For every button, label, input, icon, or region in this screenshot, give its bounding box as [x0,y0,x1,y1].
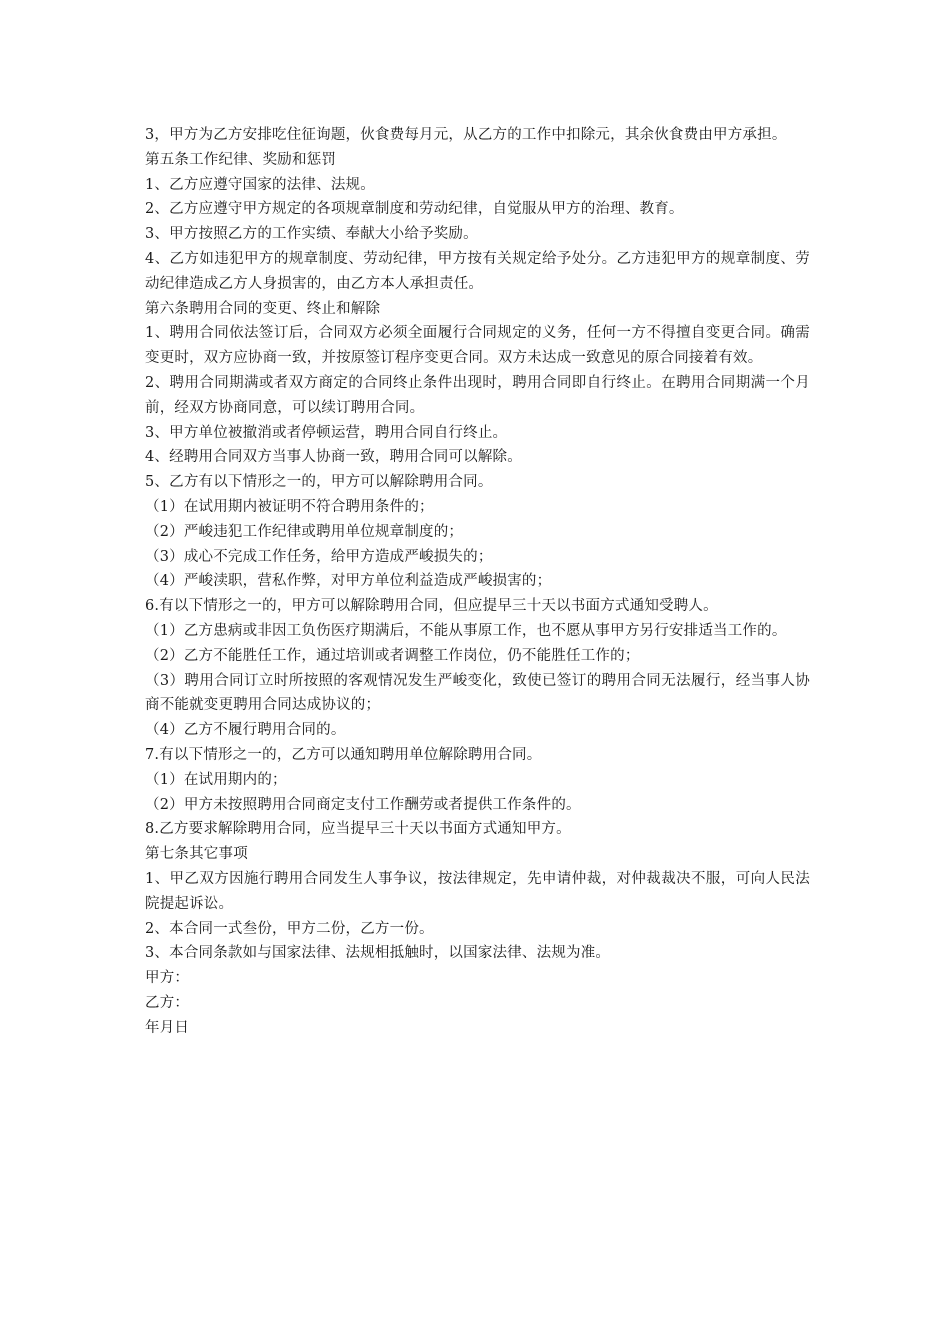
list-item: （3）成心不完成工作任务，给甲方造成严峻损失的； [145,548,493,565]
paragraph: 6.有以下情形之一的，甲方可以解除聘用合同，但应提早三十天以书面方式通知受聘人。 [145,598,718,615]
paragraph: 4、经聘用合同双方当事人协商一致，聘用合同可以解除。 [145,449,522,466]
signature-party-b: 乙方： [145,994,190,1011]
section-heading-article-6: 第六条聘用合同的变更、终止和解除 [145,300,381,317]
list-item: （1）乙方患病或非因工负伤医疗期满后，不能从事原工作，也不愿从事甲方另行安排适当工作的。 [145,622,787,639]
list-item: （4）乙方不履行聘用合同的。 [145,722,346,739]
paragraph: 5、乙方有以下情形之一的，甲方可以解除聘用合同。 [145,474,493,491]
paragraph: 1、乙方应遵守国家的法律、法规。 [145,176,375,193]
section-heading-article-7: 第七条其它事项 [145,846,248,863]
document-body [145,123,810,1040]
list-item: （2）严峻违犯工作纪律或聘用单位规章制度的； [145,523,464,540]
paragraph: 3、本合同条款如与国家法律、法规相抵触时，以国家法律、法规为准。 [145,945,611,962]
paragraph: 2、聘用合同期满或者双方商定的合同终止条件出现时，聘用合同即自行终止。在聘用合同期满一个月前，经双方协商同意，可以续订聘用合同。 [145,374,810,416]
paragraph: 8.乙方要求解除聘用合同，应当提早三十天以书面方式通知甲方。 [145,821,571,838]
paragraph: 2、本合同一式叁份，甲方二份，乙方一份。 [145,920,434,937]
paragraph: 2、乙方应遵守甲方规定的各项规章制度和劳动纪律，自觉服从甲方的治理、教育。 [145,201,684,218]
list-item: （1）在试用期内被证明不符合聘用条件的； [145,498,434,515]
paragraph: 1、甲乙双方因施行聘用合同发生人事争议，按法律规定，先申请仲裁，对仲裁裁决不服，可向人民法院提起诉讼。 [145,870,810,912]
signature-party-a: 甲方： [145,970,190,987]
signature-date: 年月日 [145,1019,190,1036]
list-item: （2）甲方未按照聘用合同商定支付工作酬劳或者提供工作条件的。 [145,796,581,813]
section-heading-article-5: 第五条工作纪律、奖励和惩罚 [145,151,337,168]
paragraph-meal-arrangement: 3，甲方为乙方安排吃住征询题，伙食费每月元，从乙方的工作中扣除元，其余伙食费由甲方承担。 [145,127,787,143]
paragraph: 3、甲方按照乙方的工作实绩、奉献大小给予奖励。 [145,226,478,243]
paragraph: 4、乙方如违犯甲方的规章制度、劳动纪律，甲方按有关规定给予处分。乙方违犯甲方的规章制度、劳动纪律造成乙方人身损害的，由乙方本人承担责任。 [145,250,810,292]
paragraph: 3、甲方单位被撤消或者停顿运营，聘用合同自行终止。 [145,424,508,441]
paragraph: 1、聘用合同依法签订后，合同双方必须全面履行合同规定的义务，任何一方不得擅自变更合同。确需变更时，双方应协商一致，并按原签订程序变更合同。双方未达成一致意见的原合同接着有效。 [145,325,810,367]
paragraph: 7.有以下情形之一的，乙方可以通知聘用单位解除聘用合同。 [145,746,542,763]
list-item: （1）在试用期内的； [145,771,287,788]
list-item: （4）严峻渎职，营私作弊，对甲方单位利益造成严峻损害的； [145,573,552,590]
list-item: （3）聘用合同订立时所按照的客观情况发生严峻变化，致使已签订的聘用合同无法履行，经当事人协商不能就变更聘用合同达成协议的； [145,672,810,714]
list-item: （2）乙方不能胜任工作，通过培训或者调整工作岗位，仍不能胜任工作的； [145,647,640,664]
